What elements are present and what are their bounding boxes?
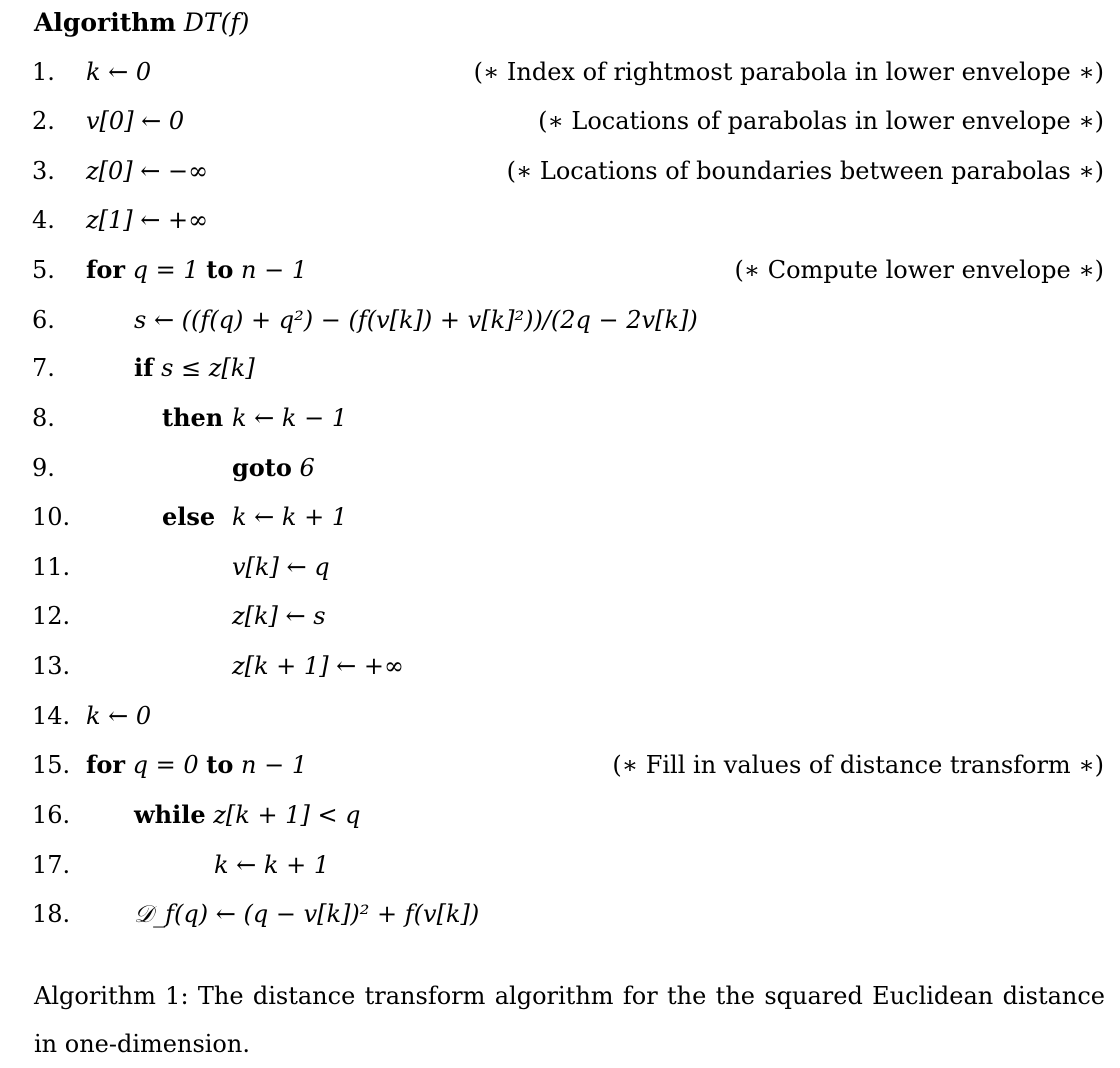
- code-expression: v[0] ← 0: [86, 107, 185, 135]
- algorithm-title: [34, 6, 249, 40]
- algorithm-line: [0, 448, 1120, 488]
- line-code: [162, 497, 348, 537]
- line-code: [232, 547, 330, 587]
- algorithm-line: [0, 795, 1120, 835]
- line-number: 2.: [32, 107, 55, 135]
- line-number: 9.: [32, 454, 55, 482]
- code-expression: z[k + 1] < q: [213, 801, 361, 829]
- line-number: 16.: [32, 801, 71, 829]
- keyword: to: [206, 750, 234, 779]
- line-comment: (∗ Compute lower envelope ∗): [734, 256, 1104, 284]
- line-number: 17.: [32, 851, 71, 879]
- line-number: 15.: [32, 751, 71, 779]
- algorithm-caption: Algorithm 1: The distance transform algorithm for the the squared Euclidean distance in one-dimension.: [34, 982, 1105, 1058]
- line-number: 1.: [32, 58, 55, 86]
- line-code: [86, 52, 151, 92]
- line-code: [232, 448, 315, 488]
- algorithm-line: [0, 497, 1120, 537]
- algorithm-line: [0, 348, 1120, 388]
- line-number: 4.: [32, 206, 55, 234]
- line-number: 13.: [32, 652, 71, 680]
- line-code: [134, 894, 479, 934]
- code-expression: n − 1: [241, 256, 308, 284]
- line-number: 5.: [32, 256, 55, 284]
- algorithm-line: [0, 845, 1120, 885]
- line-code: [86, 696, 151, 736]
- line-code: [86, 745, 307, 785]
- line-code: [86, 200, 208, 240]
- code-expression: k ← k + 1: [232, 503, 348, 531]
- keyword: for: [86, 750, 125, 779]
- line-comment: (∗ Fill in values of distance transform ∗): [612, 751, 1104, 779]
- code-expression: 𝒟_f(q) ← (q − v[k])² + f(v[k]): [134, 900, 480, 928]
- code-expression: z[1] ← +∞: [86, 206, 209, 234]
- keyword: else: [162, 502, 216, 531]
- line-comment: (∗ Locations of boundaries between parabolas ∗): [506, 157, 1104, 185]
- code-expression: z[0] ← −∞: [86, 157, 209, 185]
- keyword: while: [134, 800, 206, 829]
- algorithm-line: [0, 596, 1120, 636]
- line-comment: (∗ Locations of parabolas in lower envelope ∗): [538, 107, 1104, 135]
- keyword: then: [162, 403, 224, 432]
- line-code: [134, 795, 361, 835]
- line-code: [214, 845, 329, 885]
- algorithm-line: [0, 696, 1120, 736]
- line-code: [232, 646, 404, 686]
- algorithm-line: [0, 547, 1120, 587]
- line-code: [86, 151, 208, 191]
- code-expression: z[k + 1] ← +∞: [232, 652, 405, 680]
- algorithm-keyword: Algorithm: [34, 8, 176, 37]
- code-expression: q = 1: [132, 256, 199, 284]
- code-expression: k ← k − 1: [232, 404, 348, 432]
- algorithm-line: [0, 250, 1120, 290]
- code-expression: v[k] ← q: [232, 553, 330, 581]
- line-number: 8.: [32, 404, 55, 432]
- line-comment: (∗ Index of rightmost parabola in lower envelope ∗): [473, 58, 1104, 86]
- line-code: [232, 596, 326, 636]
- code-expression: s ← ((f(q) + q²) − (f(v[k]) + v[k]²))/(2q − 2v[k]): [134, 306, 698, 334]
- line-number: 10.: [32, 503, 71, 531]
- keyword: for: [86, 255, 125, 284]
- line-code: [86, 101, 184, 141]
- code-expression: k ← 0: [86, 58, 152, 86]
- keyword: goto: [232, 453, 292, 482]
- algorithm-line: [0, 646, 1120, 686]
- code-expression: q = 0: [132, 751, 199, 779]
- line-code: [134, 300, 698, 340]
- line-number: 6.: [32, 306, 55, 334]
- algorithm-line: [0, 200, 1120, 240]
- line-number: 18.: [32, 900, 71, 928]
- algorithm-line: [0, 300, 1120, 340]
- algorithm-line: [0, 101, 1120, 141]
- algorithm-line: [0, 745, 1120, 785]
- line-code: [134, 348, 255, 388]
- line-number: 12.: [32, 602, 71, 630]
- line-code: [162, 398, 348, 438]
- code-expression: z[k] ← s: [232, 602, 326, 630]
- keyword: to: [206, 255, 234, 284]
- line-code: [86, 250, 307, 290]
- keyword: if: [134, 353, 154, 382]
- code-expression: n − 1: [241, 751, 308, 779]
- algorithm-line: [0, 151, 1120, 191]
- code-expression: s ≤ z[k]: [161, 354, 255, 382]
- algorithm-line: [0, 52, 1120, 92]
- line-number: 3.: [32, 157, 55, 185]
- algorithm-line: [0, 894, 1120, 934]
- code-expression: k ← k + 1: [214, 851, 330, 879]
- line-number: 14.: [32, 702, 71, 730]
- algorithm-line: [0, 398, 1120, 438]
- line-number: 7.: [32, 354, 55, 382]
- line-number: 11.: [32, 553, 71, 581]
- code-expression: k ← 0: [86, 702, 152, 730]
- algorithm-name: DT(f): [183, 8, 250, 37]
- code-expression: 6: [299, 454, 315, 482]
